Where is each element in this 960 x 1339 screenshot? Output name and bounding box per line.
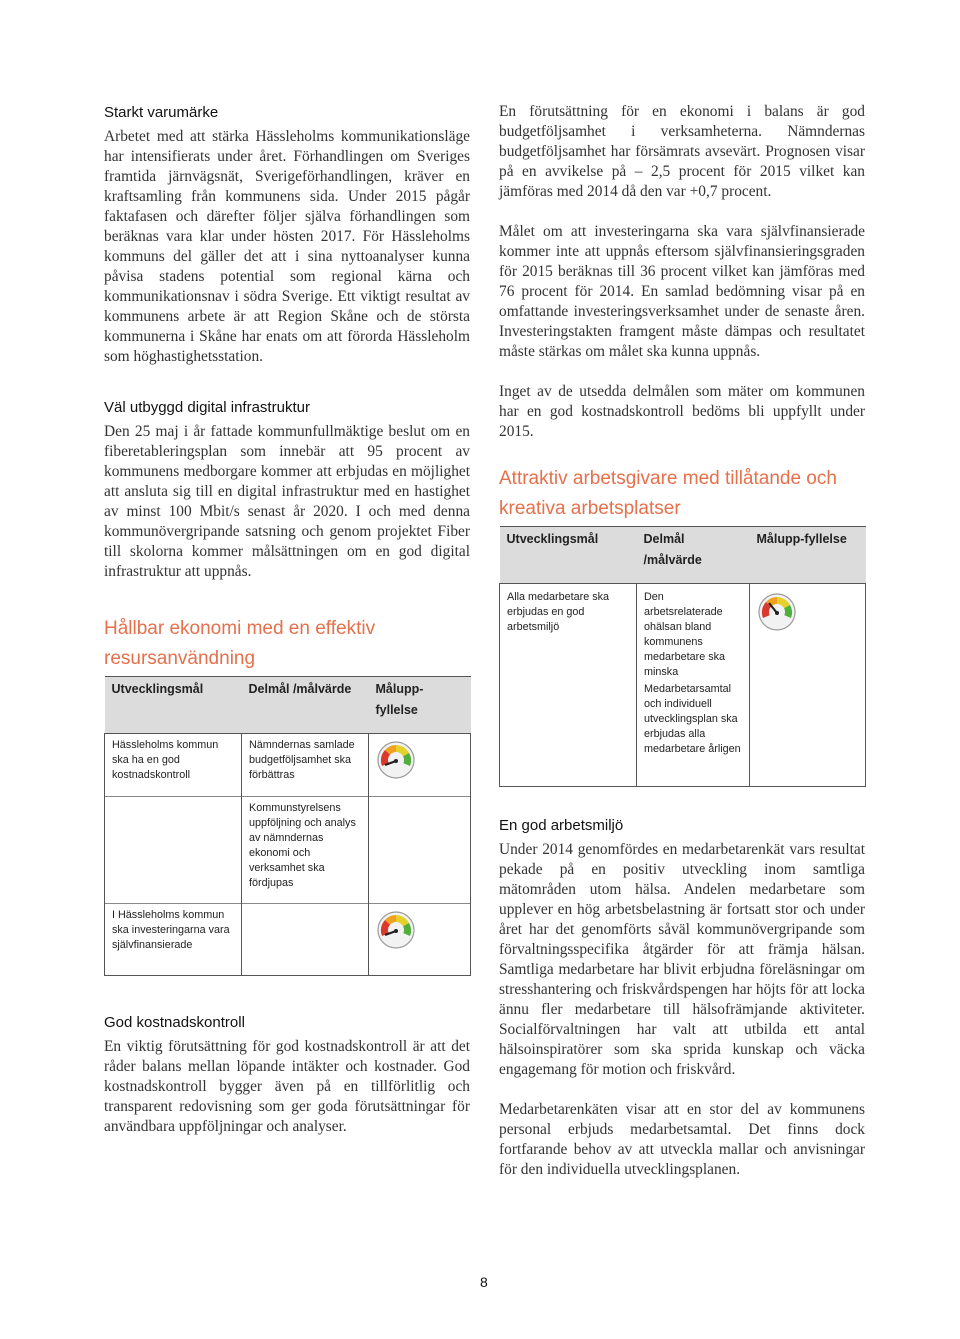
page-number: 8 [480,1274,488,1290]
goal-table-employer [499,526,866,787]
table-row [105,734,471,797]
column-header: Målupp-fyllelse [369,677,471,734]
table-cell-subgoal: Medarbetarsamtal och individuell utvecklingsplan ska erbjudas alla medarbetare årligen [637,680,750,787]
table-cell-gauge [750,680,866,787]
paragraph-budgetfoljsamhet: En förutsättning för en ekonomi i balans är god budgetföljsamhet i verksamheterna. Nämndernas budgetföljsamhet har försämrats avsevärt. Prognosen visar på en avvikelse på – 2,5 procent för 2015 vilket kan jämföras med 2014 då den var +0,7 procent. [499,103,865,200]
table-row [105,904,471,976]
table-cell-gauge [369,734,471,797]
paragraph-digital-infrastruktur: Den 25 maj i år fattade kommunfullmäktige beslut om en fiberetableringsplan som innebär att 95 procent av kommunens medborgare kommer att erbjudas en möjlighet att ansluta sig till en digital infrastruktur med en hastighet av minst 100 Mbit/s senast år 2020. I och med denna kommunövergripande satsning och genom projektet Fiber till skolorna kommer målsättningen om en god digital infrastruktur att uppnås. [104,423,470,580]
table-cell-goal [500,680,637,787]
gauge-icon [376,740,416,780]
right-column [499,102,865,1180]
heading-god-kostnadskontroll: God kostnadskontroll [104,1014,245,1031]
table-cell-goal [105,797,242,904]
table-cell-subgoal: Nämndernas samlade budgetföljsamhet ska förbättras [242,734,369,797]
table-row [500,584,866,681]
heading-attraktiv-arbetsgivare: Attraktiv arbetsgivare med tillåtande och kreativa arbetsplatser [499,468,837,519]
heading-digital-infrastruktur: Väl utbyggd digital infrastruktur [104,399,310,416]
table-cell-subgoal: Kommunstyrelsens uppföljning och analys av nämndernas ekonomi och verksamhet ska fördjupas [242,797,369,904]
column-header: Delmål /målvärde [242,677,369,734]
gauge-icon [757,592,797,632]
column-header: Delmål /målvärde [637,527,750,584]
column-header: Målupp-fyllelse [750,527,866,584]
table-row [500,680,866,787]
paragraph-medarbetarenkat: Medarbetarenkäten visar att en stor del av kommunens personal erbjuds medarbetsamtal. Det finns dock fortfarande behov av att utveckla mallar och anvisningar för den individuella utvecklingsplanen. [499,1101,865,1178]
paragraph-kostnadskontroll: En viktig förutsättning för god kostnadskontroll är att det råder balans mellan löpande intäkter och kostnader. God kostnadskontroll bygger även på en tillförlitlig och transparent redovisning som ger goda förutsättningar för användbara uppföljningar och analyser. [104,1038,470,1135]
paragraph-delmal: Inget av de utsedda delmålen som mäter om kommunen har en god kostnadskontroll bedöms bli uppfyllt under 2015. [499,383,865,440]
table-cell-gauge [369,904,471,976]
table-cell-goal: I Hässleholms kommun ska investeringarna vara självfinansierade [105,904,242,976]
heading-starkt-varumarke: Starkt varumärke [104,104,219,121]
table-cell-subgoal [242,904,369,976]
table-cell-gauge [750,584,866,681]
table-cell-goal: Hässleholms kommun ska ha en god kostnadskontroll [105,734,242,797]
table-header-row [105,677,471,734]
paragraph-varumarke: Arbetet med att stärka Hässleholms kommunikationsläge har intensifierats under året. Förhandlingen om Sveriges framtida järnvägsnät, Sverigeförhandlingen, kräver en kraftsamling från kommunens sida. Under 2015 pågår faktafasen och därefter följer själva förhandlingen som beräknas vara klar under hösten 2017. För Hässleholms kommuns del gäller det att i sina nyttoanalyser kunna påvisa stadens potential som regional kärna och kommunikationsnav i södra Sverige. Ett viktigt resultat av kommunens arbete är att Region Skåne och de största kommunerna i Skåne har enats om att förorda Hässleholm som höghastighetsstation. [104,128,470,365]
paragraph-arbetsmiljo: Under 2014 genomfördes en medarbetarenkät vars resultat pekade på en positiv utveckling inom samtliga mätområden utom hälsa. Andelen medarbetare som upplever en hög arbetsbelastning är fortsatt stor och under året har det genomförts såväl kommunövergripande som förvaltningsspecifika åtgärder för att främja hälsan. Samtliga medarbetare har blivit erbjudna föreläsningar om stresshantering och friskvårdspengen har höjts för att locka ännu fler medarbetare till hälsofrämjande aktiviteter. Socialförvaltningen har valt att utbilda ett antal hälsoinspiratörer som ska sprida kunskap och väcka engagemang för motion och friskvård. [499,841,865,1078]
left-column [104,104,470,1137]
table-cell-gauge [369,797,471,904]
table-header-row [500,527,866,584]
table-row [105,797,471,904]
table-cell-goal: Alla medarbetare ska erbjudas en god arbetsmiljö [500,584,637,681]
goal-table-economy [104,676,471,976]
column-header: Utvecklingsmål [500,527,637,584]
paragraph-investeringar: Målet om att investeringarna ska vara självfinansierade kommer inte att uppnås eftersom självfinansieringsgraden för 2015 beräknas till 36 procent vilket kan jämföras med 76 procent för 2014. En samlad bedömning visar på en omfattande investeringsverksamhet under de senaste åren. Investeringstakten framgent måste dämpas och resultatet måste stärkas om målet ska kunna uppnås. [499,223,865,360]
table-cell-subgoal: Den arbetsrelaterade ohälsan bland kommunens medarbetare ska minska [637,584,750,681]
heading-god-arbetsmiljo: En god arbetsmiljö [499,817,624,834]
column-header: Utvecklingsmål [105,677,242,734]
gauge-icon [376,910,416,950]
heading-hallbar-ekonomi: Hållbar ekonomi med en effektiv resursanvändning [104,618,376,669]
